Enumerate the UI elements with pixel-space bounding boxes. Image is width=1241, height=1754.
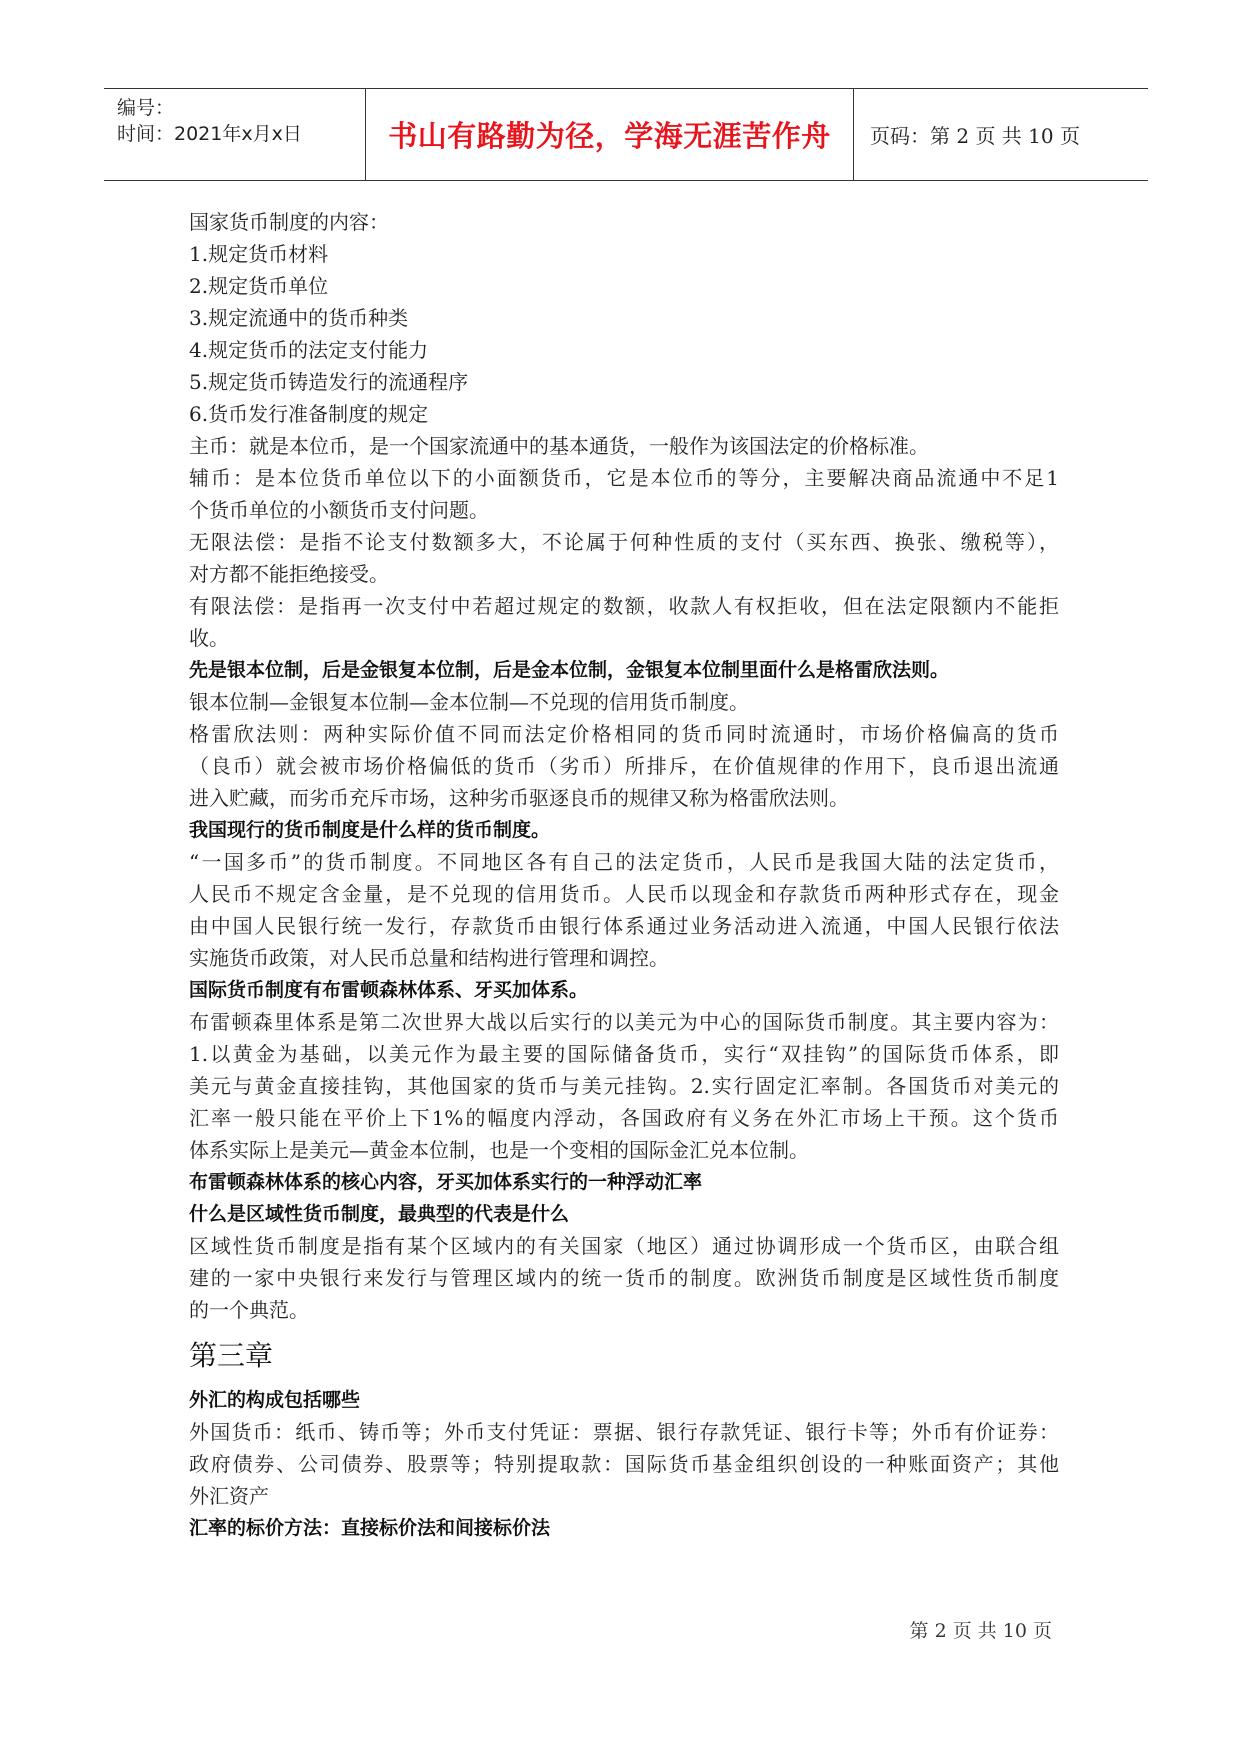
section-monetary-system [189, 206, 1059, 1326]
header-info-cell [104, 89, 366, 180]
text-line: 国家货币制度的内容： [189, 210, 389, 234]
bold-heading-line: 我国现行的货币制度是什么样的货币制度。 [189, 819, 551, 841]
text-line: 主币：就是本位币，是一个国家流通中的基本通货，一般作为该国法定的价格标准。 [189, 434, 929, 458]
text-line: 布雷顿森里体系是第二次世界大战以后实行的以美元为中心的国际货币制度。其主要内容为： [189, 1010, 1059, 1034]
section-foreign-exchange [189, 1384, 1059, 1544]
text-line: 外国货币：纸币、铸币等；外币支付凭证：票据、银行存款凭证、银行卡等；外币有价证券： [189, 1420, 1059, 1444]
text-line: 辅币：是本位货币单位以下的小面额货币，它是本位币的等分，主要解决商品流通中不足1 [189, 466, 1059, 490]
text-line: 人民币不规定含金量，是不兑现的信用货币。人民币以现金和存款货币两种形式存在，现金 [189, 882, 1059, 906]
text-line: 对方都不能拒绝接受。 [189, 562, 389, 586]
text-line: 银本位制—金银复本位制—金本位制—不兑现的信用货币制度。 [189, 690, 749, 714]
text-line: 3.规定流通中的货币种类 [189, 306, 409, 330]
header-page-cell [854, 89, 1148, 180]
document-body [189, 206, 1059, 1544]
text-line: 由中国人民银行统一发行，存款货币由银行体系通过业务活动进入流通，中国人民银行依法 [189, 914, 1059, 938]
text-line: 体系实际上是美元—黄金本位制，也是一个变相的国际金汇兑本位制。 [189, 1138, 809, 1162]
text-line: 4.规定货币的法定支付能力 [189, 338, 429, 362]
text-line: 建的一家中央银行来发行与管理区域内的统一货币的制度。欧洲货币制度是区域性货币制度 [189, 1266, 1059, 1290]
text-line: 有限法偿：是指再一次支付中若超过规定的数额，收款人有权拒收，但在法定限额内不能拒 [189, 594, 1059, 618]
bold-heading-line: 什么是区域性货币制度，最典型的代表是什么 [189, 1203, 570, 1225]
document-number-label: 编号： [117, 97, 175, 119]
text-line: 2.规定货币单位 [189, 274, 329, 298]
bold-heading-line: 先是银本位制，后是金银复本位制，后是金本位制，金银复本位制里面什么是格雷欣法则。 [189, 659, 950, 681]
text-line: 无限法偿：是指不论支付数额多大，不论属于何种性质的支付（买东西、换张、缴税等）， [189, 530, 1059, 554]
text-line: 外汇资产 [189, 1484, 269, 1508]
chapter-title: 第三章 [189, 1339, 274, 1372]
text-line: 区域性货币制度是指有某个区域内的有关国家（地区）通过协调形成一个货币区，由联合组 [189, 1234, 1059, 1258]
page-header [104, 88, 1148, 181]
text-line: （良币）就会被市场价格偏低的货币（劣币）所排斥，在价值规律的作用下，良币退出流通 [189, 754, 1059, 778]
text-line: 5.规定货币铸造发行的流通程序 [189, 370, 469, 394]
bold-heading-line: 布雷顿森林体系的核心内容，牙买加体系实行的一种浮动汇率 [189, 1171, 703, 1193]
text-line: 1.以黄金为基础，以美元作为最主要的国际储备货币，实行“双挂钩”的国际货币体系，即 [189, 1042, 1059, 1066]
header-page-number: 页码：第 2 页 共 10 页 [870, 124, 1080, 148]
text-line: 美元与黄金直接挂钩，其他国家的货币与美元挂钩。2.实行固定汇率制。各国货币对美元的 [189, 1074, 1059, 1098]
bold-heading-line: 国际货币制度有布雷顿森林体系、牙买加体系。 [189, 979, 589, 1001]
bold-heading-line: 外汇的构成包括哪些 [189, 1389, 361, 1411]
header-motto: 书山有路勤为径，学海无涯苦作舟 [388, 119, 831, 153]
text-line: 政府债券、公司债券、股票等；特别提取款：国际货币基金组织创设的一种账面资产；其他 [189, 1452, 1059, 1476]
page-footer: 第 2 页 共 10 页 [909, 1620, 1052, 1642]
text-line: 个货币单位的小额货币支付问题。 [189, 498, 489, 522]
header-motto-cell [366, 89, 854, 180]
bold-heading-line: 汇率的标价方法：直接标价法和间接标价法 [189, 1517, 551, 1539]
text-line: 的一个典范。 [189, 1298, 309, 1322]
text-line: 格雷欣法则：两种实际价值不同而法定价格相同的货币同时流通时，市场价格偏高的货币 [189, 722, 1059, 746]
text-line: 进入贮藏，而劣币充斥市场，这种劣币驱逐良币的规律又称为格雷欣法则。 [189, 786, 849, 810]
text-line: 收。 [189, 626, 229, 650]
text-line: “一国多币”的货币制度。不同地区各有自己的法定货币，人民币是我国大陆的法定货币， [189, 850, 1059, 874]
text-line: 1.规定货币材料 [189, 242, 329, 266]
text-line: 汇率一般只能在平价上下1%的幅度内浮动，各国政府有义务在外汇市场上干预。这个货币 [189, 1106, 1059, 1130]
text-line: 实施货币政策，对人民币总量和结构进行管理和调控。 [189, 946, 669, 970]
text-line: 6.货币发行准备制度的规定 [189, 402, 429, 426]
document-time-label: 时间：2021年x月x日 [117, 123, 302, 145]
